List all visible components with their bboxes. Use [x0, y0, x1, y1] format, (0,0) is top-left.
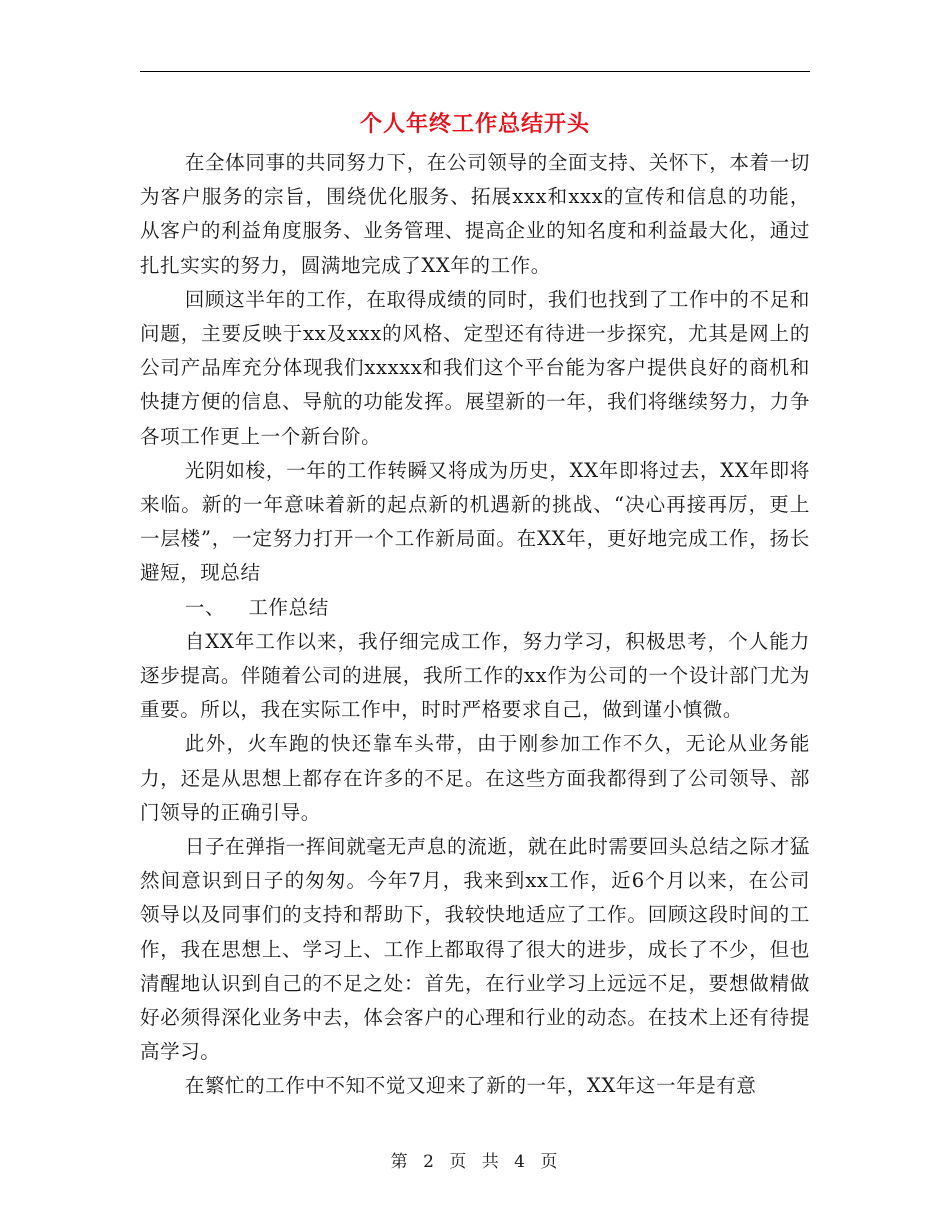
- page-number-footer: 第 2 页 共 4 页: [390, 1152, 560, 1172]
- paragraph: 在全体同事的共同努力下，在公司领导的全面支持、关怀下，本着一切为客户服务的宗旨，围绕优化服务、拓展xxx和xxx的宣传和信息的功能，从客户的利益角度服务、业务管理、提高企业的知名度和利益最大化，通过扎扎实实的努力，圆满地完成了XX年的工作。: [140, 151, 810, 277]
- paragraph: 自XX年工作以来，我仔细完成工作，努力学习，积极思考，个人能力逐步提高。伴随着公司的进展，我所工作的xx作为公司的一个设计部门尤为重要。所以，我在实际工作中，时时严格要求自己，做到谨小慎微。: [140, 629, 810, 722]
- paragraph: 在繁忙的工作中不知不觉又迎来了新的一年，XX年这一年是有意: [184, 1074, 757, 1098]
- paragraph: 光阴如梭，一年的工作转瞬又将成为历史，XX年即将过去，XX年即将来临。新的一年意味着新的起点新的机遇新的挑战、“决心再接再厉，更上一层楼”，一定努力打开一个工作新局面。在XX年，更好地完成工作，扬长避短，现总结: [140, 458, 810, 585]
- paragraph: 此外，火车跑的快还靠车头带，由于刚参加工作不久，无论从业务能力，还是从思想上都存在许多的不足。在这些方面我都得到了公司领导、部门领导的正确引导。: [140, 732, 810, 824]
- paragraph: 回顾这半年的工作，在取得成绩的同时，我们也找到了工作中的不足和问题，主要反映于xx及xxx的风格、定型还有待进一步探究，尤其是网上的公司产品库充分体现我们xxxxx和我们这个平台能为客户提供良好的商机和快捷方便的信息、导航的功能发挥。展望新的一年，我们将继续努力，力争各项工作更上一个新台阶。: [140, 287, 810, 448]
- document-title: 个人年终工作总结开头: [359, 111, 590, 137]
- paragraph: 日子在弹指一挥间就毫无声息的流逝，就在此时需要回头总结之际才猛然间意识到日子的匆匆。今年7月，我来到xx工作，近6个月以来，在公司领导以及同事们的支持和帮助下，我较快地适应了工作。回顾这段时间的工作，我在思想上、学习上、工作上都取得了很大的进步，成长了不少，但也清醒地认识到自己的不足之处：首先，在行业学习上远远不足，要想做精做好必须得深化业务中去，体会客户的心理和行业的动态。在技术上还有待提高学习。: [140, 835, 810, 1064]
- section-heading-number: 一、: [184, 595, 226, 619]
- header-rule: [140, 71, 810, 72]
- section-heading-text: 工作总结: [248, 595, 329, 619]
- section-heading: [140, 591, 810, 625]
- document-body: [140, 146, 810, 1104]
